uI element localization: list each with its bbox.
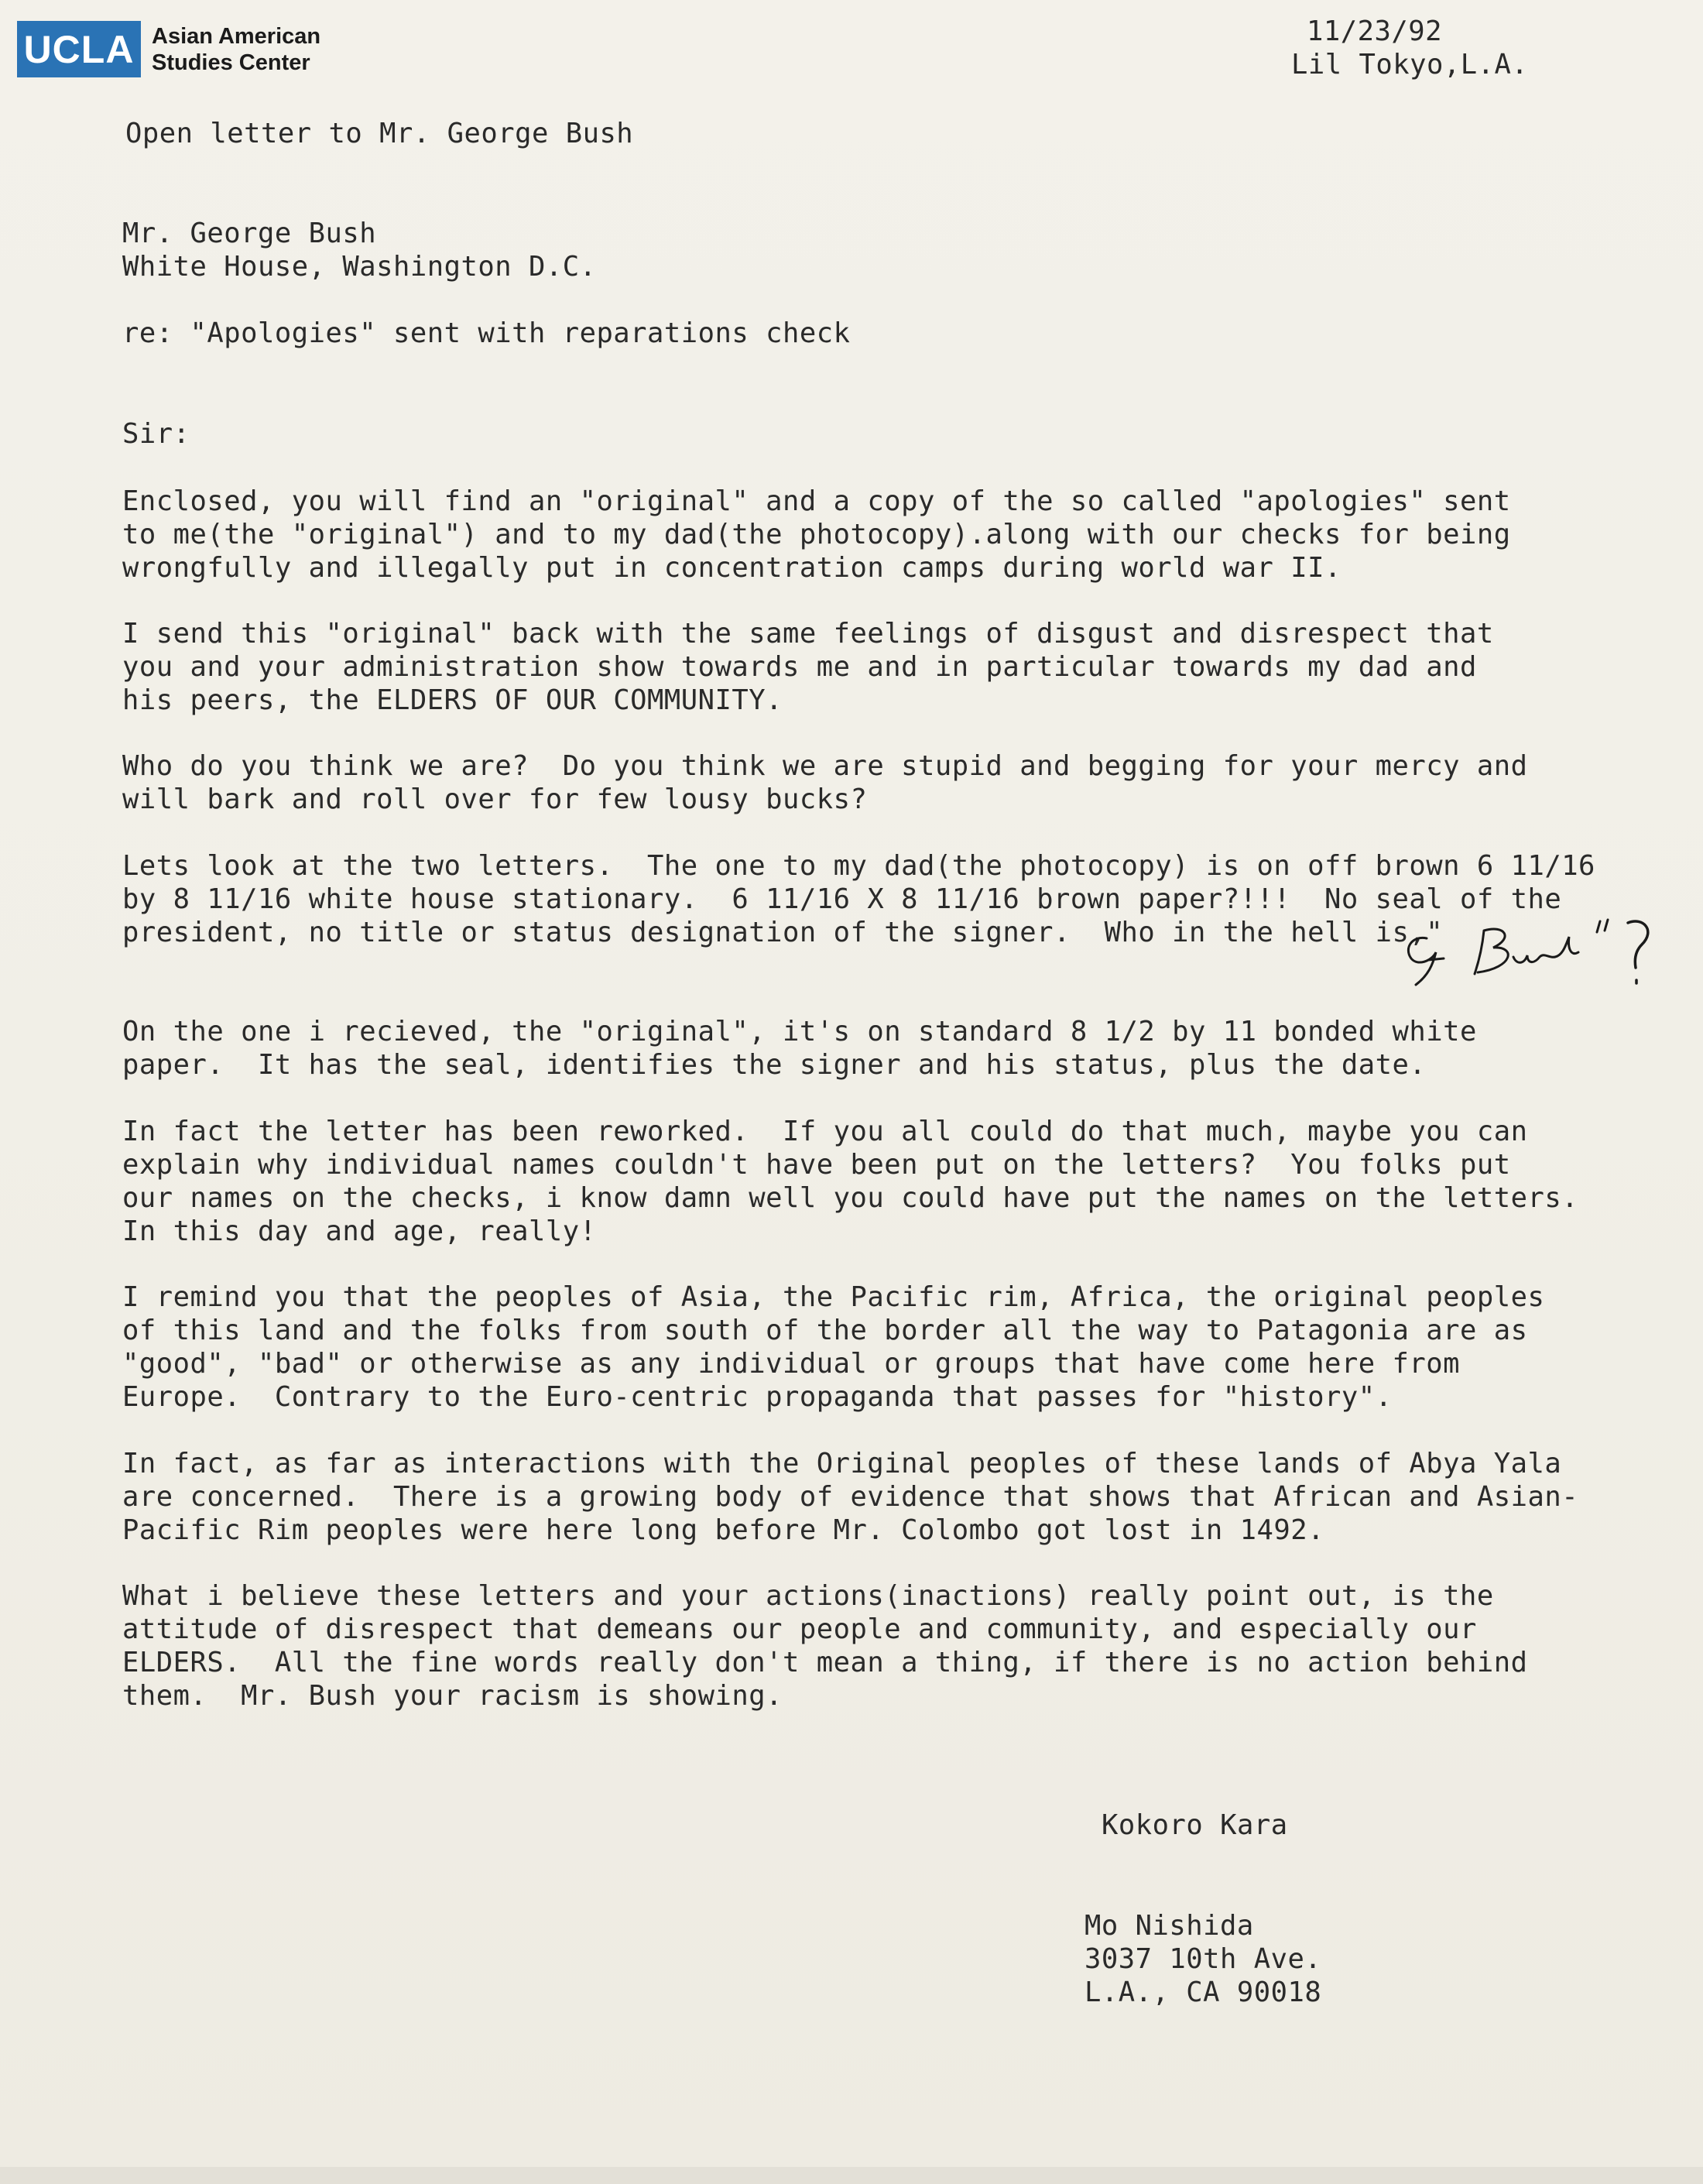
body-line: explain why individual names couldn't have been put on the letters? You folks put [122,1149,1511,1181]
body-line: I remind you that the peoples of Asia, the Pacific rim, Africa, the original peoples [122,1281,1545,1313]
body-line: to me(the "original") and to my dad(the photocopy).along with our checks for being [122,519,1511,550]
body-line: Lets look at the two letters. The one to my dad(the photocopy) is on off brown 6 11/16 [122,850,1595,882]
salutation: Sir: [122,418,190,450]
recipient-name: Mr. George Bush [122,218,377,249]
body-line: president, no title or status designation of the signer. Who in the hell is," [122,917,1444,948]
body-line: our names on the checks, i know damn well you could have put the names on the letters. [122,1182,1579,1214]
body-line: attitude of disrespect that demeans our people and community, and especially our [122,1613,1477,1645]
signature-mark-text: "? [1645,985,1653,993]
body-line: On the one i recieved, the "original", it's on standard 8 1/2 by 11 bonded white [122,1016,1477,1047]
letter-place: Lil Tokyo,L.A. [1291,49,1529,81]
body-line: In this day and age, really! [122,1215,597,1247]
page-bottom-edge [0,2167,1703,2184]
body-line: are concerned. There is a growing body of evidence that shows that African and Asian- [122,1481,1579,1513]
body-line: In fact the letter has been reworked. If you all could do that much, maybe you can [122,1116,1528,1147]
subject-line: re: "Apologies" sent with reparations check [122,317,851,349]
recipient-location: White House, Washington D.C. [122,251,597,283]
letter-date: 11/23/92 [1307,15,1442,47]
body-line: Who do you think we are? Do you think we are stupid and begging for your mercy and [122,750,1528,782]
body-line: them. Mr. Bush your racism is showing. [122,1680,783,1712]
handwritten-signature [1397,914,1660,999]
sender-street: 3037 10th Ave. [1085,1943,1322,1975]
sender-name: Mo Nishida [1085,1910,1254,1942]
body-line: I send this "original" back with the same feelings of disgust and disrespect that [122,618,1494,650]
body-line: Enclosed, you will find an "original" and a copy of the so called "apologies" sent [122,485,1511,517]
body-line: What i believe these letters and your actions(inactions) really point out, is the [122,1580,1494,1612]
signature-text: G Bush [1629,934,1658,943]
logo-wordmark [152,23,320,76]
logo-line-1: Asian American [152,23,321,49]
letter-title: Open letter to Mr. George Bush [125,118,634,149]
logo-line-2: Studies Center [152,50,310,75]
body-line: by 8 11/16 white house stationary. 6 11/16 X 8 11/16 brown paper?!!! No seal of the [122,883,1562,915]
body-line: wrongfully and illegally put in concentration camps during world war II. [122,552,1341,584]
body-line: "good", "bad" or otherwise as any individual or groups that have come here from [122,1348,1460,1380]
ucla-logo [17,21,320,77]
body-line: Pacific Rim peoples were here long before Mr. Colombo got lost in 1492. [122,1514,1324,1546]
body-line: you and your administration show towards me and in particular towards my dad and [122,651,1477,683]
body-line: his peers, the ELDERS OF OUR COMMUNITY. [122,684,783,716]
body-line: paper. It has the seal, identifies the signer and his status, plus the date. [122,1049,1427,1081]
body-line: Europe. Contrary to the Euro-centric propaganda that passes for "history". [122,1381,1393,1413]
ucla-logo-badge: UCLA [17,21,141,77]
body-line: ELDERS. All the fine words really don't mean a thing, if there is no action behind [122,1647,1528,1678]
sender-city: L.A., CA 90018 [1085,1977,1322,2008]
body-line: In fact, as far as interactions with the Original peoples of these lands of Abya Yala [122,1448,1562,1479]
closing: Kokoro Kara [1102,1809,1288,1841]
body-line: will bark and roll over for few lousy bucks? [122,783,868,815]
body-line: of this land and the folks from south of the border all the way to Patagonia are as [122,1315,1528,1346]
